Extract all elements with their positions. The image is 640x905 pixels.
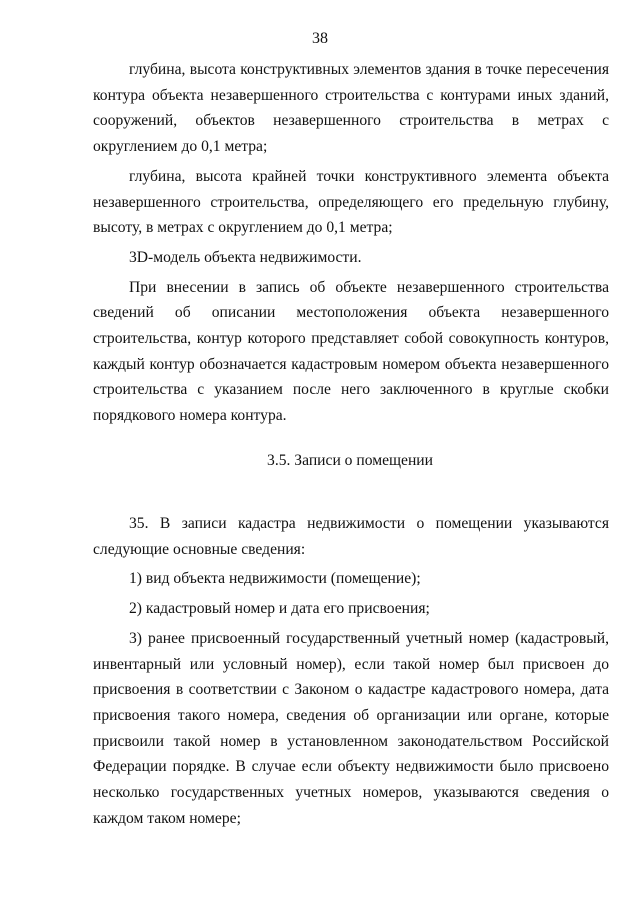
paragraph: глубина, высота конструктивных элементов здания в точке пересечения контура объекта незавершенного строительства с контурами иных зданий, сооружений, объектов незавершенного строительства в метрах с округлением до 0,1 метра;: [93, 61, 609, 156]
section-heading: 3.5. Записи о помещении: [267, 452, 433, 469]
paragraph: 3) ранее присвоенный государственный учетный номер (кадастровый, инвентарный или условный номер), если такой номер был присвоен до присвоения в соответствии с Законом о кадастре кадастрового номера, дата присвоения такого номера, сведения об организации или органе, которые присвоили такой номер в установленном законодательством Российской Федерации порядке. В случае если объекту недвижимости было присвоено несколько государственных учетных номеров, указываются сведения о каждом таком номере;: [93, 629, 609, 827]
paragraph: 2) кадастровый номер и дата его присвоения;: [129, 600, 430, 618]
paragraph: 3D-модель объекта недвижимости.: [129, 248, 362, 266]
paragraph: 1) вид объекта недвижимости (помещение);: [129, 570, 421, 588]
paragraph: При внесении в запись об объекте незавершенного строительства сведений об описании местоположения объекта незавершенного строительства, контур которого представляет собой совокупность контуров, каждый контур обозначается кадастровым номером объекта незавершенного строительства с указанием после него заключенного в круглые скобки порядкового номера контура.: [93, 278, 609, 425]
text-block-bottom: [93, 511, 609, 835]
text-block-top: [93, 57, 609, 433]
page-number: 38: [312, 30, 328, 47]
paragraph: 35. В записи кадастра недвижимости о помещении указываются следующие основные сведения:: [93, 515, 609, 558]
paragraph: глубина, высота крайней точки конструктивного элемента объекта незавершенного строительства, определяющего его предельную глубину, высоту, в метрах с округлением до 0,1 метра;: [93, 167, 609, 237]
